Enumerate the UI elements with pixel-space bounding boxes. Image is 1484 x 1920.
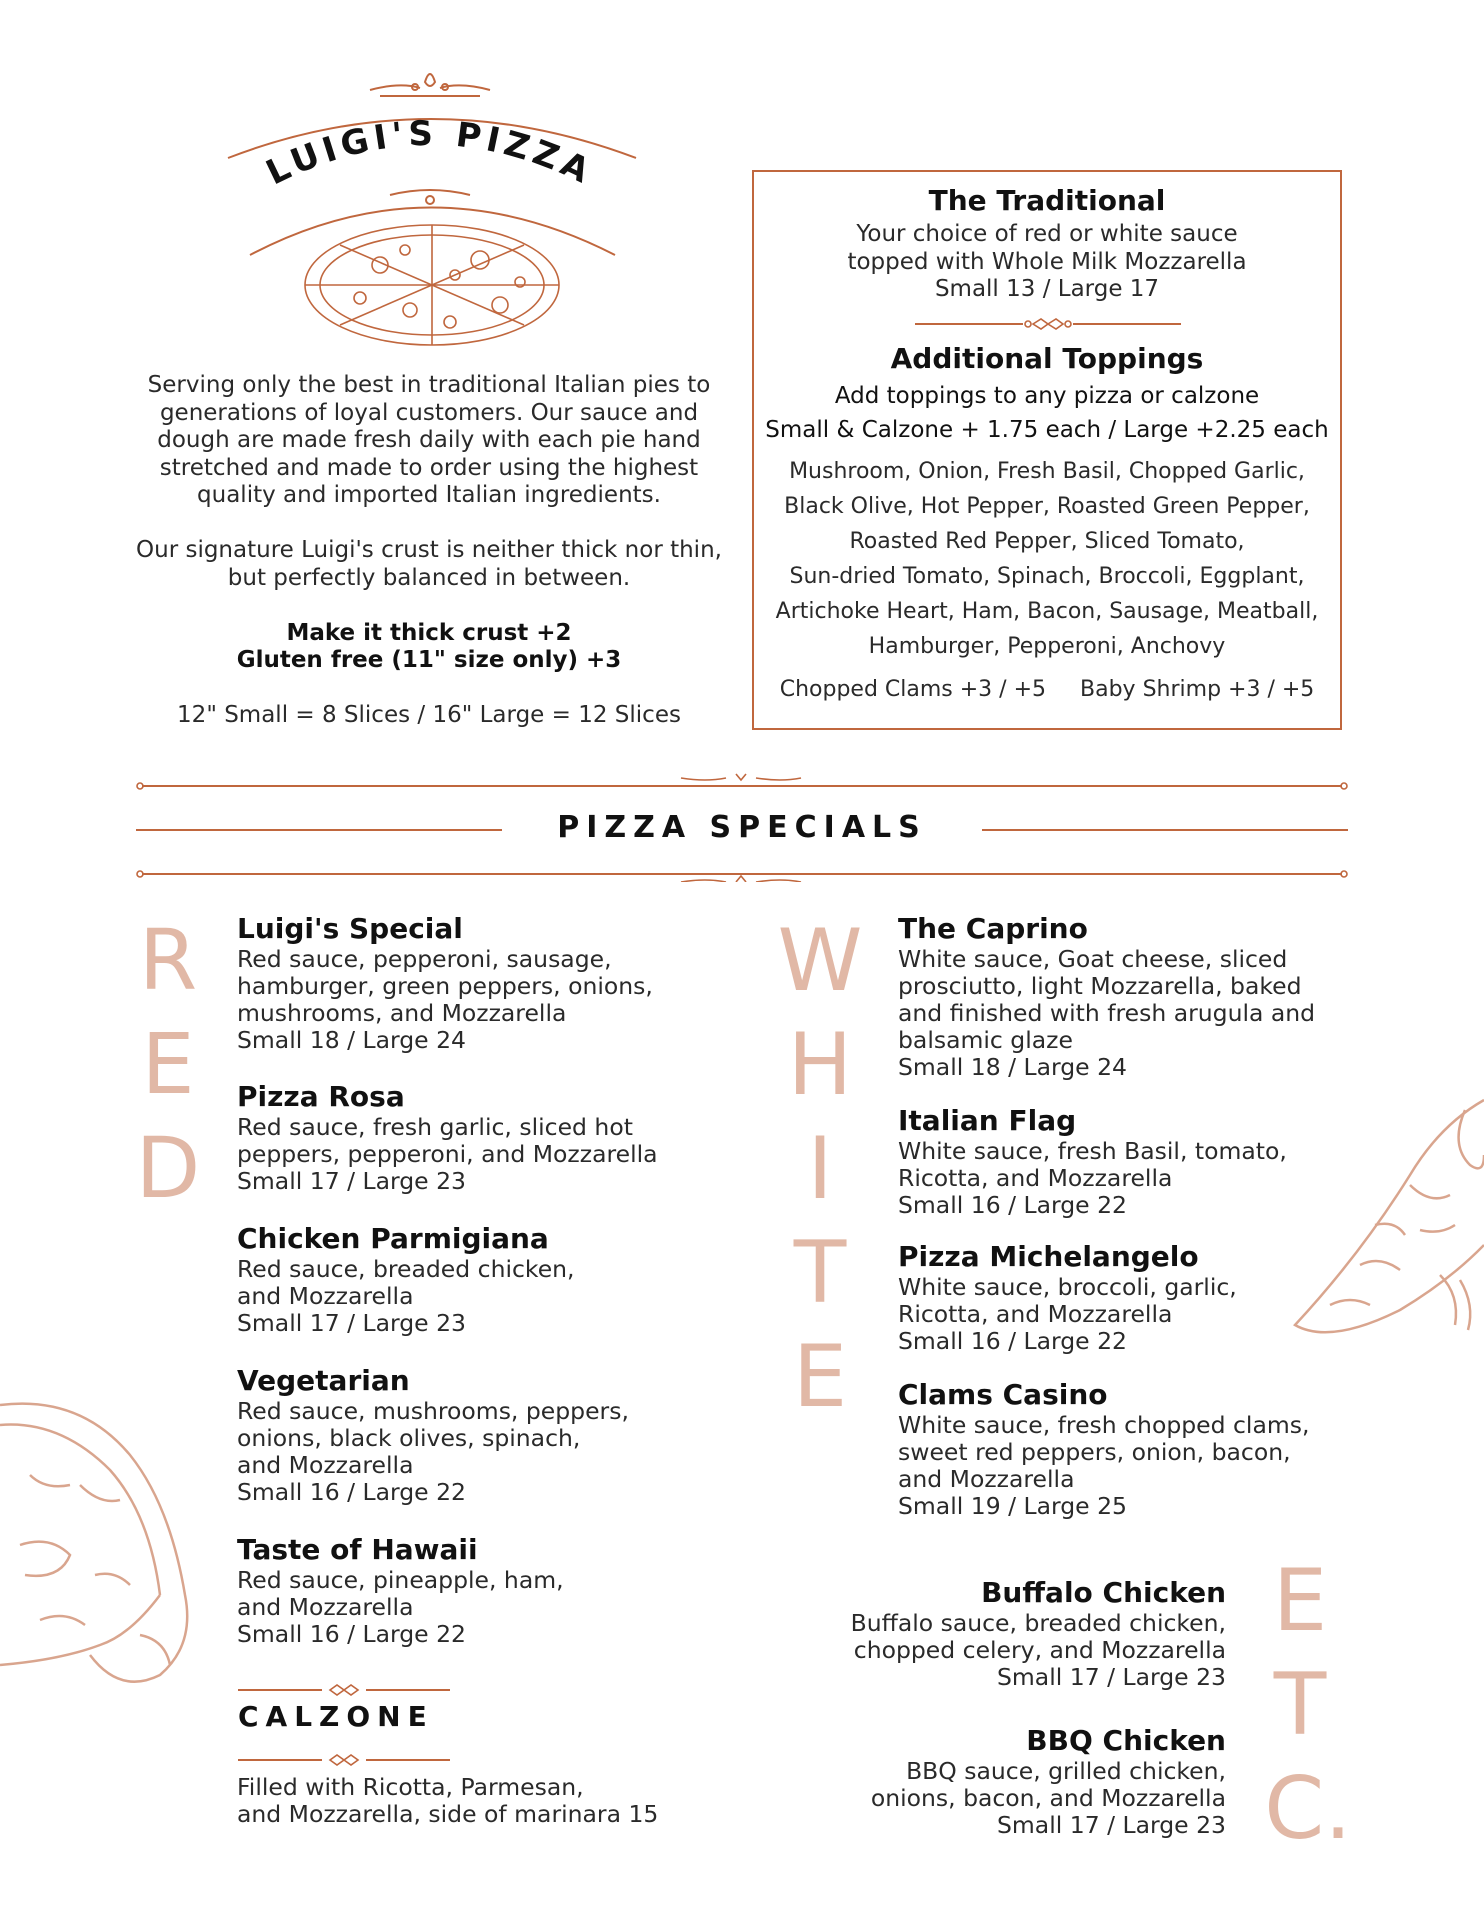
item-name: The Caprino xyxy=(898,912,1088,945)
menu-item-luigis-special xyxy=(237,912,677,1054)
item-desc-line: chopped celery, and Mozzarella xyxy=(853,1636,1226,1664)
toppings-line: Black Olive, Hot Pepper, Roasted Green Pepper, xyxy=(784,494,1310,519)
calzone-description xyxy=(237,1774,697,1828)
item-name: BBQ Chicken xyxy=(1026,1724,1226,1757)
menu-item-pizza-rosa xyxy=(237,1080,677,1195)
item-price: Small 16 / Large 22 xyxy=(237,1478,466,1506)
item-price: Small 16 / Large 22 xyxy=(237,1620,466,1648)
item-desc-line: Ricotta, and Mozzarella xyxy=(898,1164,1173,1192)
box-divider-ornament xyxy=(915,316,1181,332)
item-desc-line: peppers, pepperoni, and Mozzarella xyxy=(237,1140,658,1168)
red-letter-r: R xyxy=(138,911,198,1009)
menu-item-clams-casino xyxy=(898,1378,1358,1520)
menu-item-bbq-chicken xyxy=(770,1724,1226,1839)
menu-item-buffalo-chicken xyxy=(770,1576,1226,1691)
item-price: Small 18 / Large 24 xyxy=(237,1026,466,1054)
item-desc-line: White sauce, broccoli, garlic, xyxy=(898,1273,1237,1301)
item-desc-line: sweet red peppers, onion, bacon, xyxy=(898,1438,1291,1466)
item-name: Taste of Hawaii xyxy=(237,1533,478,1566)
item-desc-line: balsamic glaze xyxy=(898,1026,1073,1054)
item-price: Small 17 / Large 23 xyxy=(237,1167,466,1195)
white-letter-h: H xyxy=(787,1015,853,1115)
gluten-free-option: Gluten free (11" size only) +3 xyxy=(236,647,622,673)
item-desc-line: and Mozzarella xyxy=(237,1593,414,1621)
calzone-desc-line: Filled with Ricotta, Parmesan, xyxy=(237,1773,584,1801)
logo-text: LUIGI'S PIZZA xyxy=(260,113,600,194)
item-desc-line: hamburger, green peppers, onions, xyxy=(237,972,653,1000)
etc-letter-t: T xyxy=(1273,1655,1327,1755)
item-name: Italian Flag xyxy=(898,1104,1077,1137)
toppings-subtitle: Add toppings to any pizza or calzone xyxy=(834,383,1260,409)
toppings-title: Additional Toppings xyxy=(890,342,1204,375)
item-name: Vegetarian xyxy=(237,1364,410,1397)
menu-item-pizza-michelangelo xyxy=(898,1240,1358,1355)
item-price: Small 18 / Large 24 xyxy=(898,1053,1127,1081)
calzone-desc-line: and Mozzarella, side of marinara 15 xyxy=(237,1800,659,1828)
item-desc-line: and Mozzarella xyxy=(237,1451,414,1479)
item-desc-line: Ricotta, and Mozzarella xyxy=(898,1300,1173,1328)
pizza-slice-sketch-icon xyxy=(0,1395,200,1695)
item-name: Buffalo Chicken xyxy=(981,1576,1226,1609)
item-name: Pizza Rosa xyxy=(237,1080,405,1113)
item-desc-line: and Mozzarella xyxy=(898,1465,1075,1493)
menu-item-chicken-parmigiana xyxy=(237,1222,677,1337)
white-letter-e: E xyxy=(792,1327,848,1427)
menu-item-taste-of-hawaii xyxy=(237,1533,677,1648)
item-price: Small 19 / Large 25 xyxy=(898,1492,1127,1520)
item-price: Small 17 / Large 23 xyxy=(237,1309,466,1337)
item-price: Small 17 / Large 23 xyxy=(997,1663,1226,1691)
etc-letter-e: E xyxy=(1272,1551,1328,1651)
item-price: Small 16 / Large 22 xyxy=(898,1191,1127,1219)
item-desc-line: Red sauce, pepperoni, sausage, xyxy=(237,945,612,973)
item-name: Pizza Michelangelo xyxy=(898,1240,1199,1273)
menu-item-italian-flag xyxy=(898,1104,1358,1219)
toppings-line: Mushroom, Onion, Fresh Basil, Chopped Garlic, xyxy=(789,459,1305,484)
intro-paragraph-2: Our signature Luigi's crust is neither thick nor thin, but perfectly balanced in between. xyxy=(136,537,722,591)
traditional-desc-2: topped with Whole Milk Mozzarella xyxy=(847,248,1247,275)
size-info: 12" Small = 8 Slices / 16" Large = 12 Slices xyxy=(177,702,681,728)
item-desc-line: mushrooms, and Mozzarella xyxy=(237,999,567,1027)
red-letter-d: D xyxy=(135,1119,201,1217)
item-desc-line: Red sauce, fresh garlic, sliced hot xyxy=(237,1113,633,1141)
clams-topping: Chopped Clams +3 / +5 xyxy=(779,677,1047,702)
traditional-title: The Traditional xyxy=(928,184,1166,217)
item-name: Chicken Parmigiana xyxy=(237,1222,549,1255)
white-letter-w: W xyxy=(777,911,863,1011)
toppings-line: Sun-dried Tomato, Spinach, Broccoli, Eggplant, xyxy=(789,564,1305,589)
item-desc-line: Red sauce, pineapple, ham, xyxy=(237,1566,564,1594)
item-desc-line: Red sauce, breaded chicken, xyxy=(237,1255,575,1283)
item-desc-line: White sauce, fresh Basil, tomato, xyxy=(898,1137,1287,1165)
item-price: Small 16 / Large 22 xyxy=(898,1327,1127,1355)
intro-paragraph-1: Serving only the best in traditional Italian pies to generations of loyal customers. Our sauce and dough are made fresh daily with each pie hand stretched and made to order using the highest quality and imported Italian ingredients. xyxy=(147,372,711,508)
thick-crust-option: Make it thick crust +2 xyxy=(286,620,572,646)
calzone-title: CALZONE xyxy=(238,1700,434,1733)
menu-item-vegetarian xyxy=(237,1364,677,1506)
item-desc-line: onions, bacon, and Mozzarella xyxy=(870,1784,1226,1812)
traditional-desc-1: Your choice of red or white sauce xyxy=(856,221,1238,247)
pizza-specials-title: PIZZA SPECIALS xyxy=(557,810,927,845)
shrimp-topping: Baby Shrimp +3 / +5 xyxy=(1080,677,1315,702)
traditional-price: Small 13 / Large 17 xyxy=(934,276,1160,302)
etc-letter-c: C. xyxy=(1264,1759,1352,1859)
toppings-line: Roasted Red Pepper, Sliced Tomato, xyxy=(849,529,1245,554)
item-desc-line: Buffalo sauce, breaded chicken, xyxy=(850,1609,1226,1637)
toppings-prices: Small & Calzone + 1.75 each / Large +2.25 each xyxy=(765,416,1329,443)
item-desc-line: prosciutto, light Mozzarella, baked xyxy=(898,972,1302,1000)
item-name: Luigi's Special xyxy=(237,912,463,945)
red-letter-e: E xyxy=(141,1015,195,1113)
item-desc-line: Red sauce, mushrooms, peppers, xyxy=(237,1397,629,1425)
pizza-slice-sketch-icon xyxy=(1290,1095,1484,1345)
menu-item-the-caprino xyxy=(898,912,1358,1081)
item-desc-line: and finished with fresh arugula and xyxy=(898,999,1316,1027)
item-desc-line: White sauce, fresh chopped clams, xyxy=(898,1411,1310,1439)
item-desc-line: and Mozzarella xyxy=(237,1282,414,1310)
item-desc-line: BBQ sauce, grilled chicken, xyxy=(906,1757,1226,1785)
white-letter-t: T xyxy=(793,1223,847,1323)
toppings-line: Hamburger, Pepperoni, Anchovy xyxy=(868,634,1226,659)
white-letter-i: I xyxy=(807,1119,833,1219)
item-name: Clams Casino xyxy=(898,1378,1108,1411)
item-price: Small 17 / Large 23 xyxy=(997,1811,1226,1839)
item-desc-line: onions, black olives, spinach, xyxy=(237,1424,581,1452)
toppings-line: Artichoke Heart, Ham, Bacon, Sausage, Meatball, xyxy=(775,599,1319,624)
item-desc-line: White sauce, Goat cheese, sliced xyxy=(898,945,1288,973)
luigis-pizza-logo xyxy=(210,60,650,360)
pizza-sketch-icon xyxy=(305,225,559,345)
